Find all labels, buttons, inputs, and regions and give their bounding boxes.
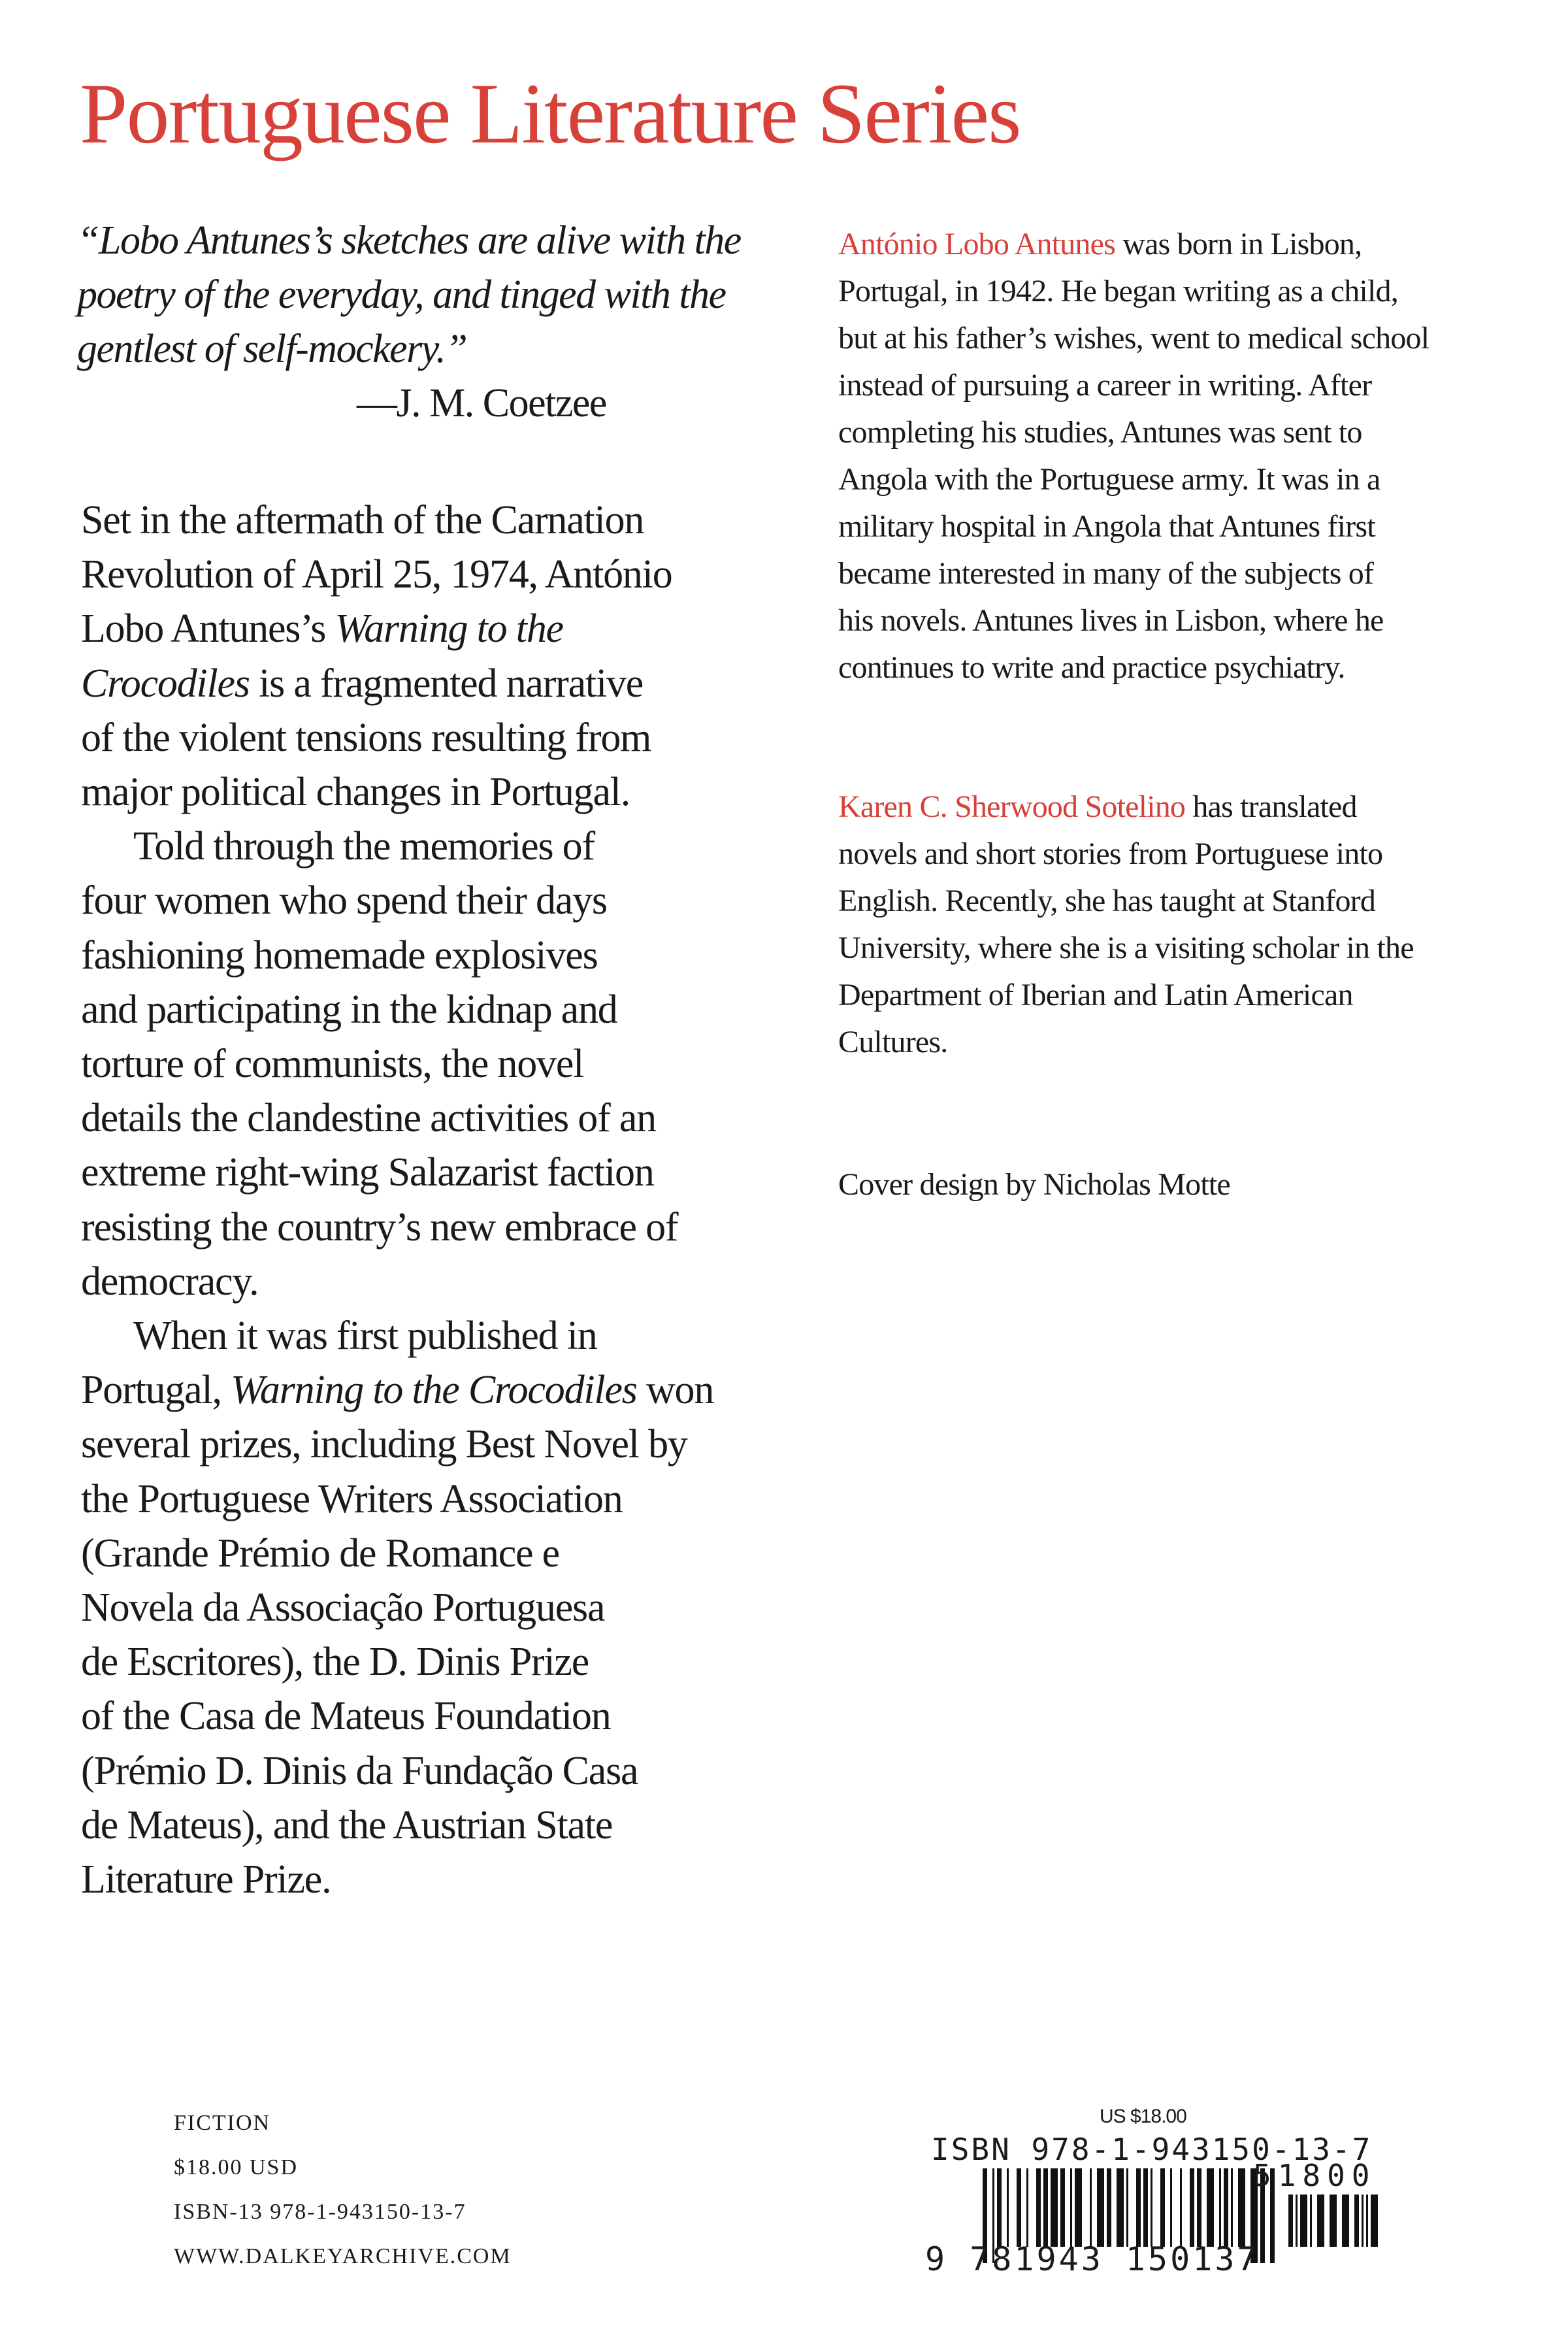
category: FICTION [174, 2111, 271, 2135]
barcode-bar [1371, 2195, 1378, 2247]
series-title: Portuguese Literature Series [80, 65, 1021, 161]
bio-line: completing his studies, Antunes was sent to [838, 415, 1362, 450]
quote-line: poetry of the everyday, and tinged with the [77, 273, 726, 317]
body-line: Novela da Associação Portuguesa [81, 1585, 605, 1631]
barcode-price: US $18.00 [1100, 2106, 1186, 2127]
body-line [81, 602, 713, 656]
barcode-bar [1354, 2195, 1359, 2247]
body-line: Revolution of April 25, 1974, António [81, 552, 672, 597]
body-line: (Grande Prémio de Romance e [81, 1531, 559, 1576]
bio-line: his novels. Antunes lives in Lisbon, where he [838, 603, 1384, 638]
barcode-bar [1296, 2195, 1298, 2247]
quote-attribution: —J. M. Coetzee [357, 381, 606, 425]
bio-line: but at his father’s wishes, went to medical school [838, 321, 1429, 356]
bio-line: Department of Iberian and Latin American [838, 978, 1353, 1012]
author-name: António Lobo Antunes [838, 227, 1115, 261]
barcode-bar [1224, 2168, 1228, 2247]
cover-credit: Cover design by Nicholas Motte [838, 1167, 1230, 1202]
barcode-addon-digits: 51800 [1253, 2158, 1377, 2193]
bio-line: Cultures. [838, 1025, 948, 1059]
quote-line: gentlest of self-mockery.” [77, 327, 467, 371]
body-line: When it was first published in [133, 1314, 597, 1359]
barcode-bar [1151, 2168, 1152, 2247]
body-line: and participating in the kidnap and [81, 987, 617, 1032]
isbn: ISBN-13 978-1-943150-13-7 [174, 2200, 466, 2224]
bio-line [838, 221, 1429, 268]
bio-line: novels and short stories from Portuguese into [838, 836, 1383, 871]
barcode-bar [1170, 2168, 1172, 2247]
barcode-bar [1090, 2168, 1092, 2247]
barcode-bar [1330, 2195, 1337, 2247]
body-line: the Portuguese Writers Association [81, 1476, 623, 1521]
body-line: de Mateus), and the Austrian State [81, 1802, 613, 1847]
body-line [81, 1363, 713, 1417]
body-line: extreme right-wing Salazarist faction [81, 1150, 654, 1195]
translator-name: Karen C. Sherwood Sotelino [838, 789, 1186, 824]
barcode-bar [1017, 2168, 1021, 2247]
barcode-bar [1117, 2168, 1124, 2247]
book-title: Warning to the Crocodiles [231, 1368, 637, 1413]
barcode-bar [1207, 2168, 1214, 2247]
text: won [636, 1368, 714, 1413]
body-line: four women who spend their days [81, 878, 607, 923]
barcode-bar [1342, 2195, 1349, 2247]
body-line [81, 657, 713, 711]
bio-line: Portugal, in 1942. He began writing as a child, [838, 274, 1398, 308]
body-line: of the violent tensions resulting from [81, 715, 651, 760]
barcode-isbn-text: ISBN 978-1-943150-13-7 [931, 2132, 1373, 2167]
book-title: Crocodiles [81, 661, 250, 706]
barcode-bar [1160, 2168, 1165, 2247]
website: WWW.DALKEYARCHIVE.COM [174, 2244, 512, 2268]
blurb-quote [77, 214, 741, 431]
barcode-bar [1036, 2168, 1041, 2247]
barcode-bar [1007, 2168, 1009, 2247]
body-line: major political changes in Portugal. [81, 770, 630, 815]
author-bio [838, 221, 1429, 691]
bio-line: continues to write and practice psychiatry. [838, 650, 1345, 685]
bio-line: English. Recently, she has taught at Stanford [838, 884, 1376, 918]
barcode-bar [1075, 2168, 1082, 2247]
body-line: Told through the memories of [133, 824, 595, 869]
body-line: of the Casa de Mateus Foundation [81, 1694, 611, 1739]
barcode-bar [997, 2168, 1002, 2247]
quote-line: “Lobo Antunes’s sketches are alive with the [77, 218, 741, 263]
barcode-bar [1300, 2195, 1307, 2247]
body-line: democracy. [81, 1259, 259, 1304]
text: was born in Lisbon, [1115, 227, 1362, 261]
barcode-bar [1288, 2195, 1293, 2247]
book-meta [174, 2101, 512, 2279]
barcode-bar [1317, 2195, 1324, 2247]
barcode-bar [1366, 2195, 1368, 2247]
barcode-bar [1238, 2168, 1245, 2247]
barcode-bar [1070, 2168, 1072, 2247]
text: is a fragmented narrative [249, 661, 644, 706]
text: has translated [1185, 789, 1357, 824]
barcode-bar [1197, 2168, 1201, 2247]
body-line: several prizes, including Best Novel by [81, 1422, 687, 1467]
barcode-bar [1180, 2168, 1182, 2247]
bio-line: instead of pursuing a career in writing. After [838, 368, 1372, 403]
barcode-bar [1126, 2168, 1128, 2247]
bio-line: military hospital in Angola that Antunes first [838, 509, 1375, 544]
body-line: fashioning homemade explosives [81, 933, 598, 978]
barcode-bar [1026, 2168, 1028, 2247]
bio-line: became interested in many of the subjects of [838, 556, 1374, 591]
text: Portugal, [81, 1368, 231, 1413]
barcode-bar [1097, 2168, 1104, 2247]
price: $18.00 USD [174, 2155, 299, 2179]
barcode-bar [1043, 2168, 1048, 2247]
body-line: resisting the country’s new embrace of [81, 1204, 678, 1250]
book-description [81, 493, 713, 1907]
barcode-bar [1310, 2195, 1312, 2247]
bio-line: Angola with the Portuguese army. It was in a [838, 462, 1380, 497]
bio-line [838, 784, 1414, 831]
barcode-bar [1143, 2168, 1148, 2247]
barcode-bar [1362, 2195, 1364, 2247]
body-line: de Escritores), the D. Dinis Prize [81, 1640, 589, 1685]
barcode-bar [1051, 2168, 1058, 2247]
barcode-bar [1060, 2168, 1065, 2247]
barcode-ean-digits: 9 781943 150137 [925, 2240, 1260, 2278]
barcode-bar [1231, 2168, 1233, 2247]
barcode-bar [1219, 2168, 1221, 2247]
translator-bio [838, 784, 1414, 1066]
bio-line: University, where she is a visiting scholar in the [838, 931, 1414, 965]
body-line: Set in the aftermath of the Carnation [81, 498, 644, 542]
text: Lobo Antunes’s [81, 606, 335, 652]
body-line: details the clandestine activities of an [81, 1096, 656, 1141]
body-line: (Prémio D. Dinis da Fundação Casa [81, 1748, 638, 1793]
body-line: Literature Prize. [81, 1857, 331, 1902]
barcode-bar [1107, 2168, 1111, 2247]
book-title: Warning to the [335, 606, 563, 652]
barcode-bar [1136, 2168, 1141, 2247]
barcode-bar [1190, 2168, 1194, 2247]
body-line: torture of communists, the novel [81, 1042, 584, 1087]
